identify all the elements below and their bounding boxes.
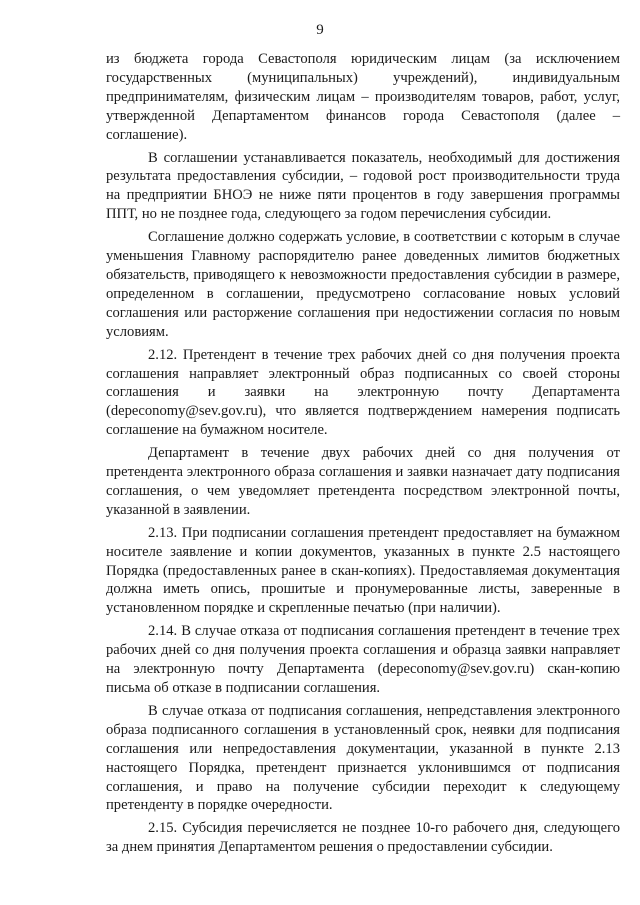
- paragraph-2-13: 2.13. При подписании соглашения претендент предоставляет на бумажном носителе заявление и копии документов, указанных в пункте 2.5 настоящего Порядка (предоставленных ранее в скан-копиях). Предоставляемая документация должна иметь опись, прошитые и пронумерованные листы, заверенные в установленном порядке и скрепленные печатью (при наличии).: [106, 524, 620, 617]
- paragraph-2-12: 2.12. Претендент в течение трех рабочих дней со дня получения проекта соглашения направляет электронный образ подписанных со своей стороны соглашения и заявки на электронную почту Департамента (depeconomy@sev.gov.ru), что является подтверждением намерения подписать соглашение на бумажном носителе.: [106, 346, 620, 439]
- paragraph-refusal: В случае отказа от подписания соглашения, непредставления электронного образа подписанного соглашения в установленный срок, неявки для подписания соглашения или непредоставления документации, указанной в пункте 2.13 настоящего Порядка, претендент признается уклонившимся от подписания соглашения, и право на получение субсидии переходит к следующему претенденту в порядке очередности.: [106, 702, 620, 814]
- paragraph-department-date: Департамент в течение двух рабочих дней со дня получения от претендента электронного образа соглашения и заявки назначает дату подписания соглашения, о чем уведомляет претендента посредством электронной почты, указанной в заявлении.: [106, 445, 620, 518]
- paragraph-indicator: В соглашении устанавливается показатель, необходимый для достижения результата предоставления субсидии, – годовой рост производительности труда на предприятии БНОЭ не ниже пяти процентов в году завершения программы ППТ, но не позднее года, следующего за годом перечисления субсидии.: [106, 149, 620, 223]
- paragraph-agreement-condition: Соглашение должно содержать условие, в соответствии с которым в случае уменьшения Главному распорядителю ранее доведенных лимитов бюджетных обязательств, приводящего к невозможности предоставления субсидии в размере, определенном в соглашении, предусмотрено согласование новых условий соглашения или расторжение соглашения при недостижении согласия по новым условиям.: [106, 229, 620, 340]
- paragraph-2-15: 2.15. Субсидия перечисляется не позднее 10-го рабочего дня, следующего за днем принятия Департаментом решения о предоставлении субсидии.: [106, 820, 620, 856]
- paragraph-continuation: из бюджета города Севастополя юридическим лицам (за исключением государственных (муниципальных) учреждений), индивидуальным предпринимателям, физическим лицам – производителям товаров, работ, услуг, утвержденной Департаментом финансов города Севастополя (далее – соглашение).: [106, 51, 620, 143]
- paragraph-2-14: 2.14. В случае отказа от подписания соглашения претендент в течение трех рабочих дней со дня получения проекта соглашения и образца заявки направляет на электронную почту Департамента (depeconomy@sev.gov.ru) скан-копию письма об отказе в подписании соглашения.: [106, 623, 620, 696]
- page-number: 9: [316, 22, 324, 38]
- document-body: [106, 50, 620, 857]
